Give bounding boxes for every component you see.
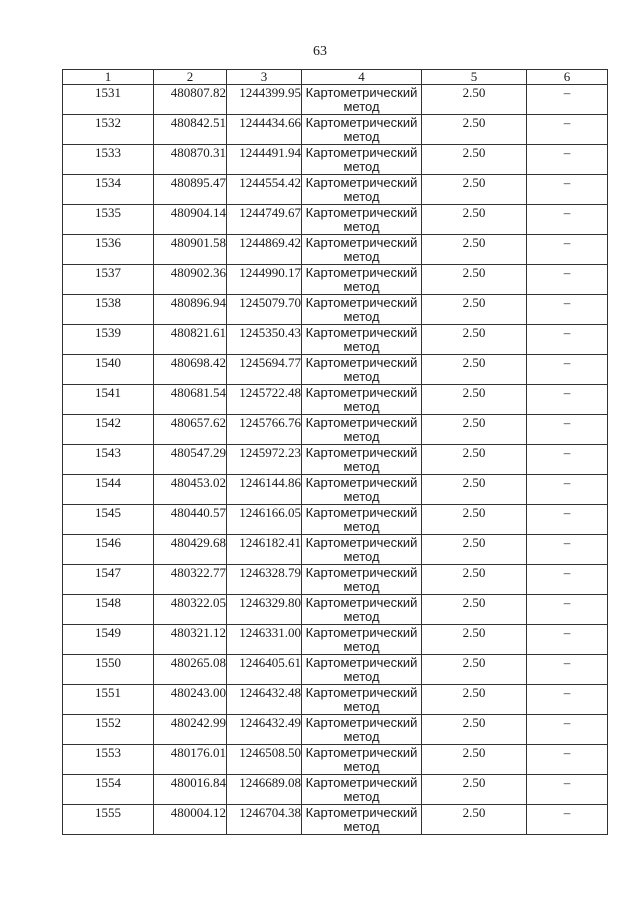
method-cell: Картометрический метод (302, 745, 422, 775)
point-number-cell: 1546 (63, 535, 154, 565)
table-row (63, 205, 608, 235)
point-number-cell: 1539 (63, 325, 154, 355)
method-cell: Картометрический метод (302, 145, 422, 175)
table-row (63, 565, 608, 595)
method-cell: Картометрический метод (302, 625, 422, 655)
table-row (63, 265, 608, 295)
column-header-6: 6 (527, 70, 608, 85)
note-cell: – (527, 565, 608, 595)
header-row (63, 70, 608, 85)
method-cell: Картометрический метод (302, 325, 422, 355)
note-cell: – (527, 325, 608, 355)
column-header-3: 3 (227, 70, 302, 85)
note-cell: – (527, 535, 608, 565)
error-cell: 2.50 (422, 625, 527, 655)
error-cell: 2.50 (422, 295, 527, 325)
x-coordinate-cell: 480896.94 (154, 295, 227, 325)
table-row (63, 115, 608, 145)
point-number-cell: 1553 (63, 745, 154, 775)
table-row (63, 355, 608, 385)
note-cell: – (527, 415, 608, 445)
table-header (63, 70, 608, 85)
x-coordinate-cell: 480176.01 (154, 745, 227, 775)
table-row (63, 595, 608, 625)
x-coordinate-cell: 480904.14 (154, 205, 227, 235)
error-cell: 2.50 (422, 205, 527, 235)
y-coordinate-cell: 1246166.05 (227, 505, 302, 535)
point-number-cell: 1537 (63, 265, 154, 295)
x-coordinate-cell: 480821.61 (154, 325, 227, 355)
x-coordinate-cell: 480242.99 (154, 715, 227, 745)
method-cell: Картометрический метод (302, 235, 422, 265)
point-number-cell: 1541 (63, 385, 154, 415)
note-cell: – (527, 595, 608, 625)
error-cell: 2.50 (422, 505, 527, 535)
point-number-cell: 1552 (63, 715, 154, 745)
point-number-cell: 1544 (63, 475, 154, 505)
note-cell: – (527, 805, 608, 835)
note-cell: – (527, 115, 608, 145)
table-row (63, 475, 608, 505)
y-coordinate-cell: 1244554.42 (227, 175, 302, 205)
x-coordinate-cell: 480698.42 (154, 355, 227, 385)
method-cell: Картометрический метод (302, 415, 422, 445)
method-cell: Картометрический метод (302, 355, 422, 385)
method-cell: Картометрический метод (302, 115, 422, 145)
y-coordinate-cell: 1244399.95 (227, 85, 302, 115)
column-header-4: 4 (302, 70, 422, 85)
point-number-cell: 1555 (63, 805, 154, 835)
method-cell: Картометрический метод (302, 715, 422, 745)
column-header-5: 5 (422, 70, 527, 85)
table-row (63, 175, 608, 205)
method-cell: Картометрический метод (302, 475, 422, 505)
method-cell: Картометрический метод (302, 175, 422, 205)
error-cell: 2.50 (422, 415, 527, 445)
x-coordinate-cell: 480842.51 (154, 115, 227, 145)
x-coordinate-cell: 480265.08 (154, 655, 227, 685)
y-coordinate-cell: 1246508.50 (227, 745, 302, 775)
point-number-cell: 1535 (63, 205, 154, 235)
y-coordinate-cell: 1245694.77 (227, 355, 302, 385)
error-cell: 2.50 (422, 85, 527, 115)
method-cell: Картометрический метод (302, 775, 422, 805)
x-coordinate-cell: 480453.02 (154, 475, 227, 505)
y-coordinate-cell: 1245350.43 (227, 325, 302, 355)
error-cell: 2.50 (422, 535, 527, 565)
note-cell: – (527, 775, 608, 805)
error-cell: 2.50 (422, 685, 527, 715)
note-cell: – (527, 475, 608, 505)
point-number-cell: 1548 (63, 595, 154, 625)
y-coordinate-cell: 1246329.80 (227, 595, 302, 625)
y-coordinate-cell: 1246182.41 (227, 535, 302, 565)
note-cell: – (527, 715, 608, 745)
table-row (63, 85, 608, 115)
point-number-cell: 1545 (63, 505, 154, 535)
point-number-cell: 1531 (63, 85, 154, 115)
table-row (63, 145, 608, 175)
x-coordinate-cell: 480322.77 (154, 565, 227, 595)
table-body (63, 85, 608, 835)
x-coordinate-cell: 480895.47 (154, 175, 227, 205)
table-row (63, 685, 608, 715)
method-cell: Картометрический метод (302, 535, 422, 565)
x-coordinate-cell: 480657.62 (154, 415, 227, 445)
y-coordinate-cell: 1244990.17 (227, 265, 302, 295)
x-coordinate-cell: 480004.12 (154, 805, 227, 835)
column-header-2: 2 (154, 70, 227, 85)
x-coordinate-cell: 480016.84 (154, 775, 227, 805)
page-number: 63 (313, 44, 327, 59)
table-row (63, 445, 608, 475)
error-cell: 2.50 (422, 235, 527, 265)
note-cell: – (527, 205, 608, 235)
error-cell: 2.50 (422, 115, 527, 145)
method-cell: Картометрический метод (302, 385, 422, 415)
y-coordinate-cell: 1246405.61 (227, 655, 302, 685)
y-coordinate-cell: 1244749.67 (227, 205, 302, 235)
error-cell: 2.50 (422, 145, 527, 175)
y-coordinate-cell: 1246704.38 (227, 805, 302, 835)
point-number-cell: 1538 (63, 295, 154, 325)
method-cell: Картометрический метод (302, 595, 422, 625)
table-row (63, 775, 608, 805)
note-cell: – (527, 385, 608, 415)
error-cell: 2.50 (422, 385, 527, 415)
error-cell: 2.50 (422, 715, 527, 745)
error-cell: 2.50 (422, 655, 527, 685)
point-number-cell: 1549 (63, 625, 154, 655)
table-row (63, 625, 608, 655)
x-coordinate-cell: 480870.31 (154, 145, 227, 175)
point-number-cell: 1547 (63, 565, 154, 595)
method-cell: Картометрический метод (302, 445, 422, 475)
y-coordinate-cell: 1246689.08 (227, 775, 302, 805)
column-header-1: 1 (63, 70, 154, 85)
method-cell: Картометрический метод (302, 295, 422, 325)
note-cell: – (527, 655, 608, 685)
table-row (63, 385, 608, 415)
note-cell: – (527, 685, 608, 715)
error-cell: 2.50 (422, 325, 527, 355)
table-row (63, 505, 608, 535)
note-cell: – (527, 85, 608, 115)
note-cell: – (527, 295, 608, 325)
x-coordinate-cell: 480547.29 (154, 445, 227, 475)
x-coordinate-cell: 480440.57 (154, 505, 227, 535)
point-number-cell: 1550 (63, 655, 154, 685)
y-coordinate-cell: 1246144.86 (227, 475, 302, 505)
point-number-cell: 1540 (63, 355, 154, 385)
error-cell: 2.50 (422, 475, 527, 505)
point-number-cell: 1532 (63, 115, 154, 145)
method-cell: Картометрический метод (302, 205, 422, 235)
x-coordinate-cell: 480322.05 (154, 595, 227, 625)
table-row (63, 655, 608, 685)
y-coordinate-cell: 1245722.48 (227, 385, 302, 415)
note-cell: – (527, 505, 608, 535)
table-row (63, 715, 608, 745)
table-row (63, 805, 608, 835)
error-cell: 2.50 (422, 175, 527, 205)
table-row (63, 415, 608, 445)
method-cell: Картометрический метод (302, 85, 422, 115)
y-coordinate-cell: 1245079.70 (227, 295, 302, 325)
x-coordinate-cell: 480321.12 (154, 625, 227, 655)
note-cell: – (527, 175, 608, 205)
note-cell: – (527, 265, 608, 295)
point-number-cell: 1533 (63, 145, 154, 175)
x-coordinate-cell: 480681.54 (154, 385, 227, 415)
point-number-cell: 1536 (63, 235, 154, 265)
table-row (63, 235, 608, 265)
method-cell: Картометрический метод (302, 805, 422, 835)
note-cell: – (527, 745, 608, 775)
error-cell: 2.50 (422, 265, 527, 295)
point-number-cell: 1551 (63, 685, 154, 715)
y-coordinate-cell: 1246328.79 (227, 565, 302, 595)
note-cell: – (527, 355, 608, 385)
method-cell: Картометрический метод (302, 655, 422, 685)
y-coordinate-cell: 1246432.48 (227, 685, 302, 715)
error-cell: 2.50 (422, 805, 527, 835)
error-cell: 2.50 (422, 775, 527, 805)
x-coordinate-cell: 480429.68 (154, 535, 227, 565)
error-cell: 2.50 (422, 355, 527, 385)
x-coordinate-cell: 480901.58 (154, 235, 227, 265)
error-cell: 2.50 (422, 445, 527, 475)
table-row (63, 295, 608, 325)
note-cell: – (527, 145, 608, 175)
point-number-cell: 1542 (63, 415, 154, 445)
method-cell: Картометрический метод (302, 685, 422, 715)
x-coordinate-cell: 480902.36 (154, 265, 227, 295)
method-cell: Картометрический метод (302, 565, 422, 595)
note-cell: – (527, 625, 608, 655)
note-cell: – (527, 445, 608, 475)
y-coordinate-cell: 1244491.94 (227, 145, 302, 175)
y-coordinate-cell: 1244434.66 (227, 115, 302, 145)
x-coordinate-cell: 480807.82 (154, 85, 227, 115)
y-coordinate-cell: 1245972.23 (227, 445, 302, 475)
error-cell: 2.50 (422, 745, 527, 775)
point-number-cell: 1554 (63, 775, 154, 805)
table-row (63, 325, 608, 355)
y-coordinate-cell: 1244869.42 (227, 235, 302, 265)
y-coordinate-cell: 1246432.49 (227, 715, 302, 745)
table-row (63, 535, 608, 565)
table-row (63, 745, 608, 775)
point-number-cell: 1543 (63, 445, 154, 475)
note-cell: – (527, 235, 608, 265)
error-cell: 2.50 (422, 595, 527, 625)
y-coordinate-cell: 1245766.76 (227, 415, 302, 445)
method-cell: Картометрический метод (302, 505, 422, 535)
method-cell: Картометрический метод (302, 265, 422, 295)
y-coordinate-cell: 1246331.00 (227, 625, 302, 655)
point-number-cell: 1534 (63, 175, 154, 205)
error-cell: 2.50 (422, 565, 527, 595)
x-coordinate-cell: 480243.00 (154, 685, 227, 715)
coordinates-table (62, 69, 608, 835)
